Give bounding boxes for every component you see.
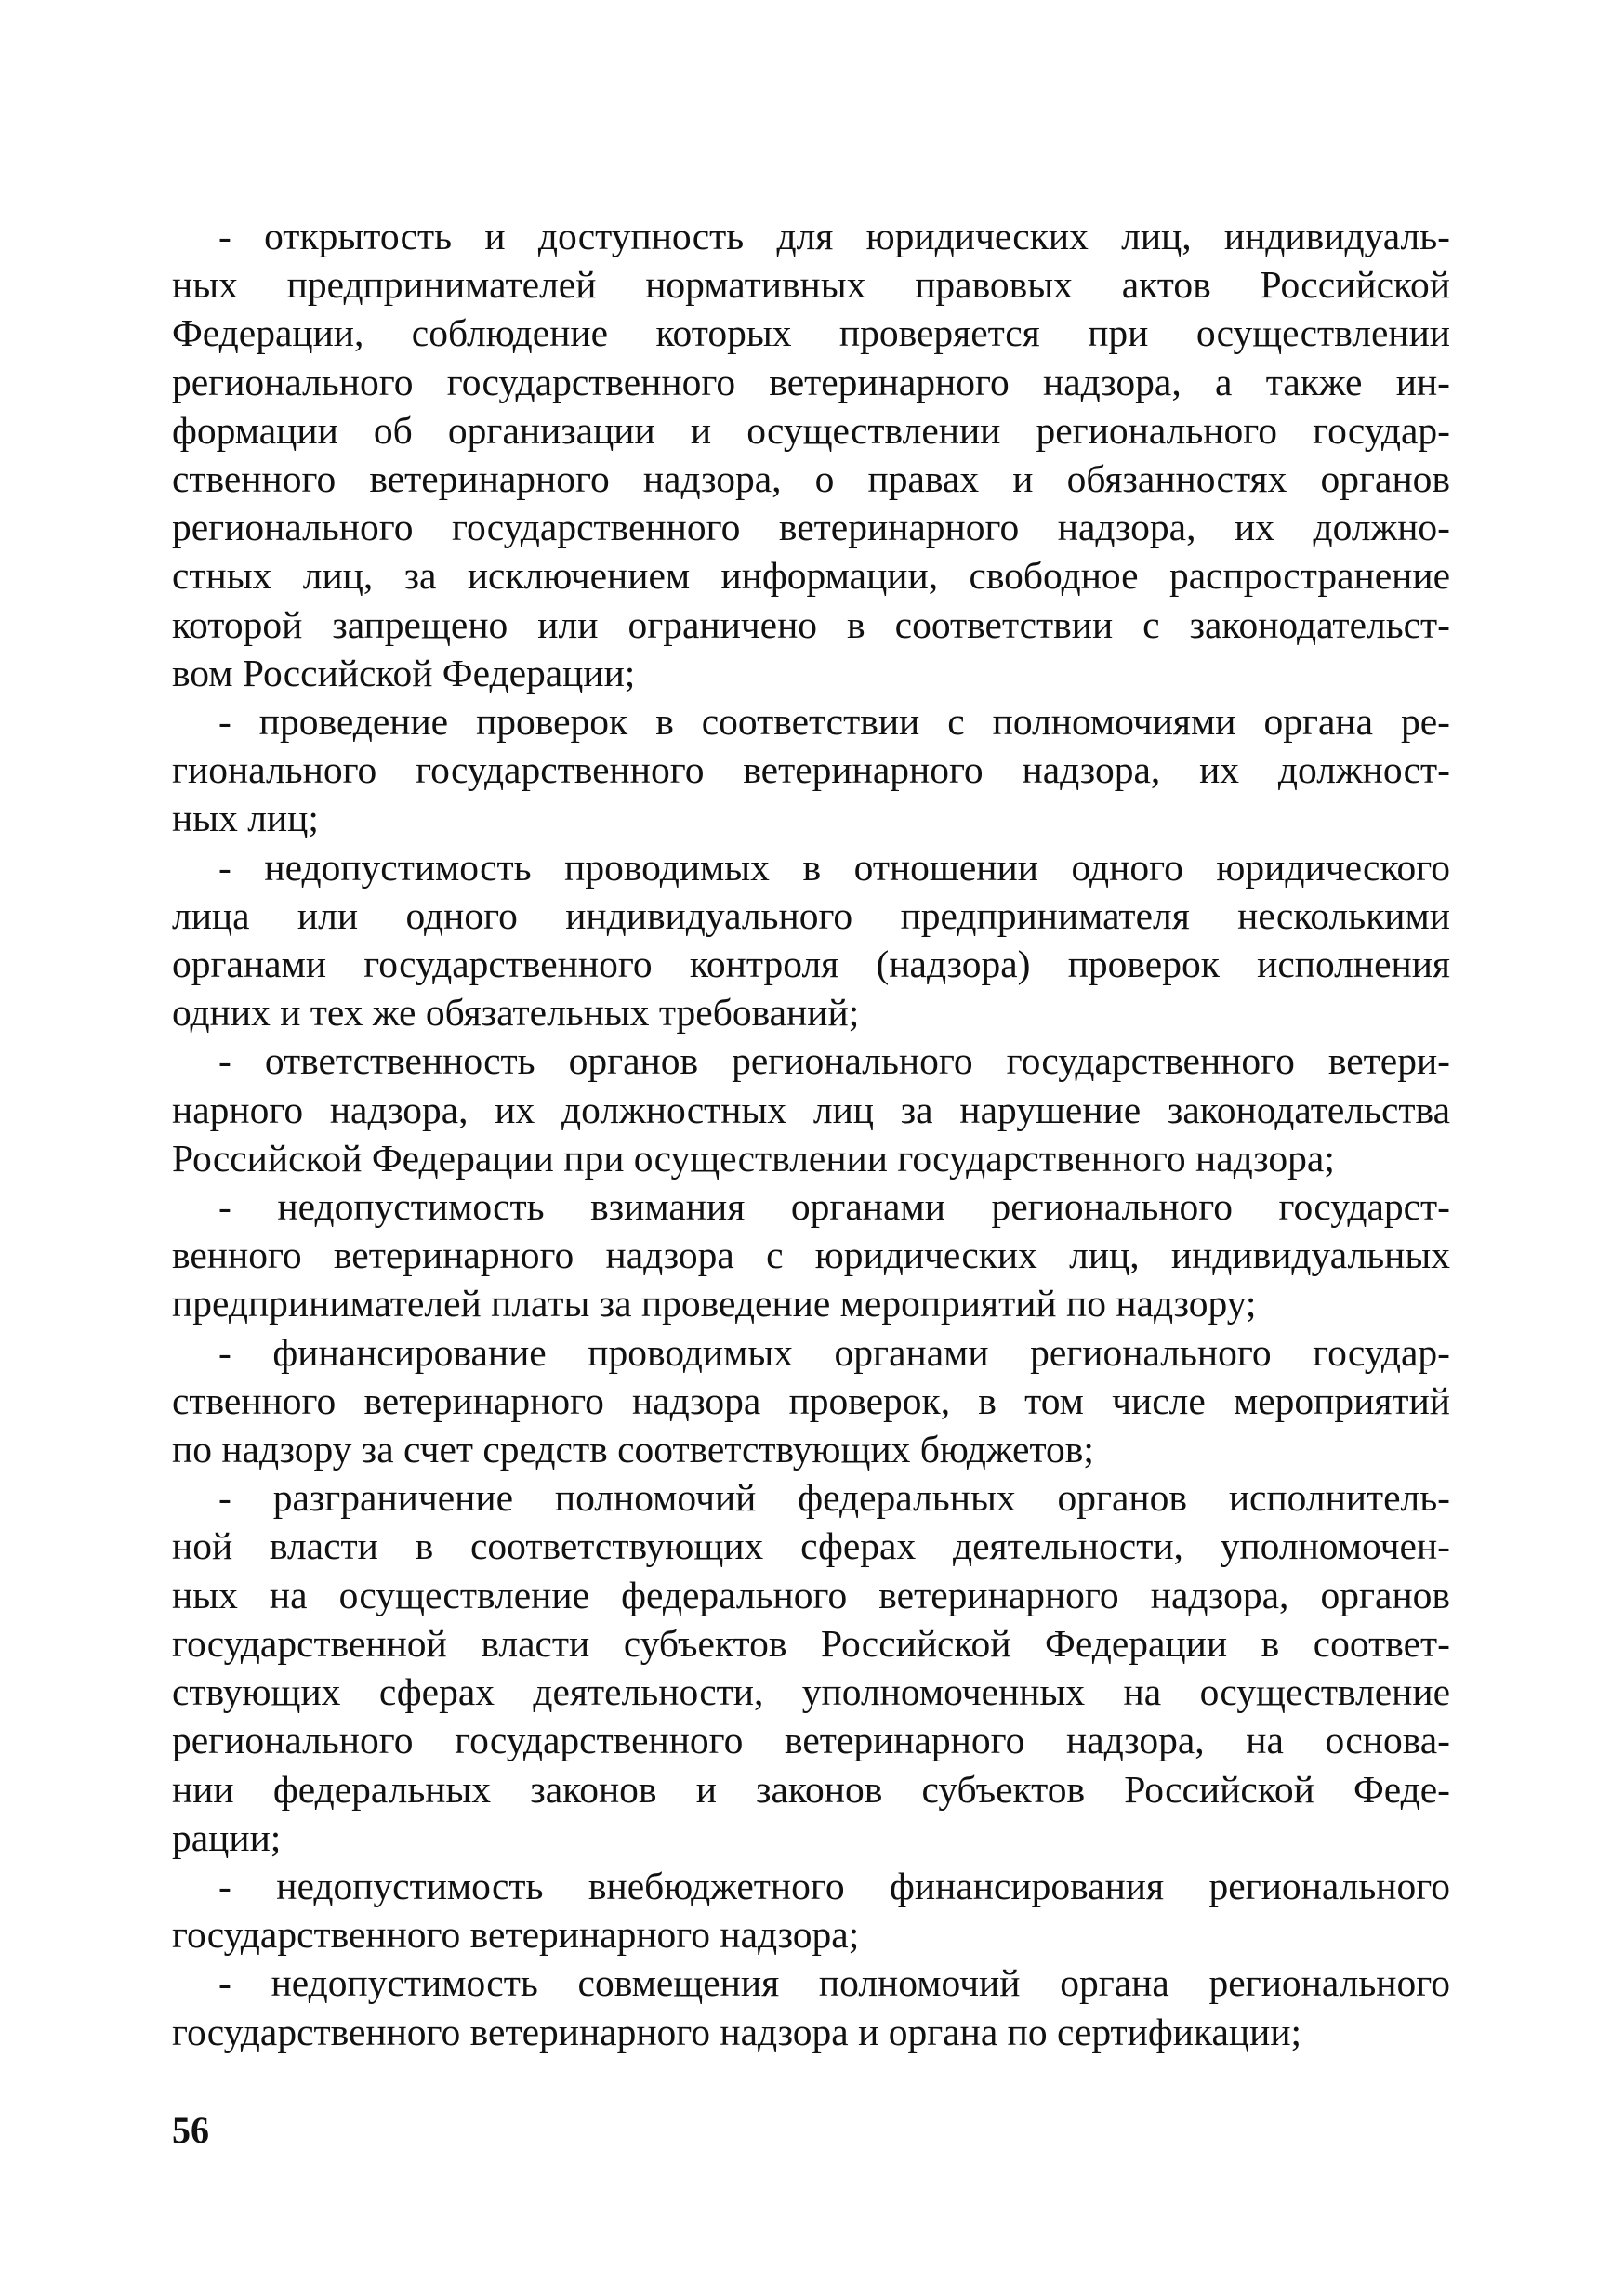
body-text bbox=[172, 212, 1450, 2056]
paragraph-openness bbox=[172, 212, 1450, 697]
text-line: нии федеральных законов и законов субъектов Российской Феде- bbox=[172, 1767, 1450, 1811]
text-line: ных на осуществление федерального ветеринарного надзора, органов bbox=[172, 1573, 1450, 1616]
text-line: нарного надзора, их должностных лиц за нарушение законодательства bbox=[172, 1088, 1450, 1131]
text-line: ственного ветеринарного надзора проверок, в том числе мероприятий bbox=[172, 1378, 1450, 1422]
text-line: - недопустимость совмещения полномочий органа регионального bbox=[218, 1961, 1450, 2005]
text-line: Российской Федерации при осуществлении государственного надзора; bbox=[172, 1136, 1335, 1180]
text-line: по надзору за счет средств соответствующих бюджетов; bbox=[172, 1428, 1094, 1471]
text-line: регионального государственного ветеринарного надзора, на основа- bbox=[172, 1719, 1450, 1762]
text-line: Федерации, соблюдение которых проверяется при осуществлении bbox=[172, 311, 1450, 355]
text-line: органами государственного контроля (надзора) проверок исполнения bbox=[172, 943, 1450, 986]
text-line: государственного ветеринарного надзора; bbox=[172, 1913, 860, 1957]
text-line: стных лиц, за исключением информации, свободное распространение bbox=[172, 554, 1450, 598]
text-line: лица или одного индивидуального предпринимателя несколькими bbox=[172, 893, 1450, 937]
paragraph-responsibility bbox=[172, 1036, 1450, 1182]
text-line: ствующих сферах деятельности, уполномоченных на осуществление bbox=[172, 1670, 1450, 1714]
paragraph-delimitation bbox=[172, 1473, 1450, 1862]
text-line: - разграничение полномочий федеральных органов исполнитель- bbox=[218, 1476, 1450, 1520]
text-line: вом Российской Федерации; bbox=[172, 651, 636, 694]
text-line: ной власти в соответствующих сферах деятельности, уполномочен- bbox=[172, 1524, 1450, 1568]
text-line: предпринимателей платы за проведение мероприятий по надзору; bbox=[172, 1282, 1257, 1326]
text-line: - недопустимость внебюджетного финансирования регионального bbox=[218, 1864, 1450, 1907]
paragraph-inspections bbox=[172, 697, 1450, 843]
text-line: регионального государственного ветеринарного надзора, их должно- bbox=[172, 506, 1450, 549]
text-line: одних и тех же обязательных требований; bbox=[172, 991, 860, 1035]
text-line: формации об организации и осуществлении регионального государ- bbox=[172, 408, 1450, 452]
text-line: которой запрещено или ограничено в соответствии с законодательст- bbox=[172, 602, 1450, 646]
page-number: 56 bbox=[172, 2109, 209, 2151]
text-line: венного ветеринарного надзора с юридических лиц, индивидуальных bbox=[172, 1233, 1450, 1277]
text-line: - открытость и доступность для юридических лиц, индивидуаль- bbox=[218, 215, 1450, 257]
text-line: - недопустимость проводимых в отношении одного юридического bbox=[218, 845, 1450, 889]
paragraph-duplicate-inspections bbox=[172, 843, 1450, 1037]
text-line: ственного ветеринарного надзора, о правах и обязанностях органов bbox=[172, 457, 1450, 501]
text-line: государственной власти субъектов Российской Федерации в соответ- bbox=[172, 1621, 1450, 1665]
text-line: рации; bbox=[172, 1815, 282, 1859]
paragraph-financing bbox=[172, 1328, 1450, 1474]
text-line: - недопустимость взимания органами регионального государст- bbox=[218, 1185, 1450, 1229]
text-line: ных предпринимателей нормативных правовых актов Российской bbox=[172, 263, 1450, 307]
text-line: регионального государственного ветеринарного надзора, а также ин- bbox=[172, 360, 1450, 403]
text-line: - финансирование проводимых органами регионального государ- bbox=[218, 1330, 1450, 1374]
text-line: - проведение проверок в соответствии с полномочиями органа ре- bbox=[218, 700, 1450, 744]
paragraph-extrabudgetary bbox=[172, 1862, 1450, 1959]
paragraph-fees bbox=[172, 1182, 1450, 1328]
text-line: ных лиц; bbox=[172, 797, 319, 840]
text-line: - ответственность органов регионального государственного ветери- bbox=[218, 1039, 1450, 1083]
text-line: государственного ветеринарного надзора и органа по сертификации; bbox=[172, 2010, 1302, 2053]
paragraph-combination bbox=[172, 1959, 1450, 2055]
text-line: гионального государственного ветеринарного надзора, их должност- bbox=[172, 748, 1450, 792]
